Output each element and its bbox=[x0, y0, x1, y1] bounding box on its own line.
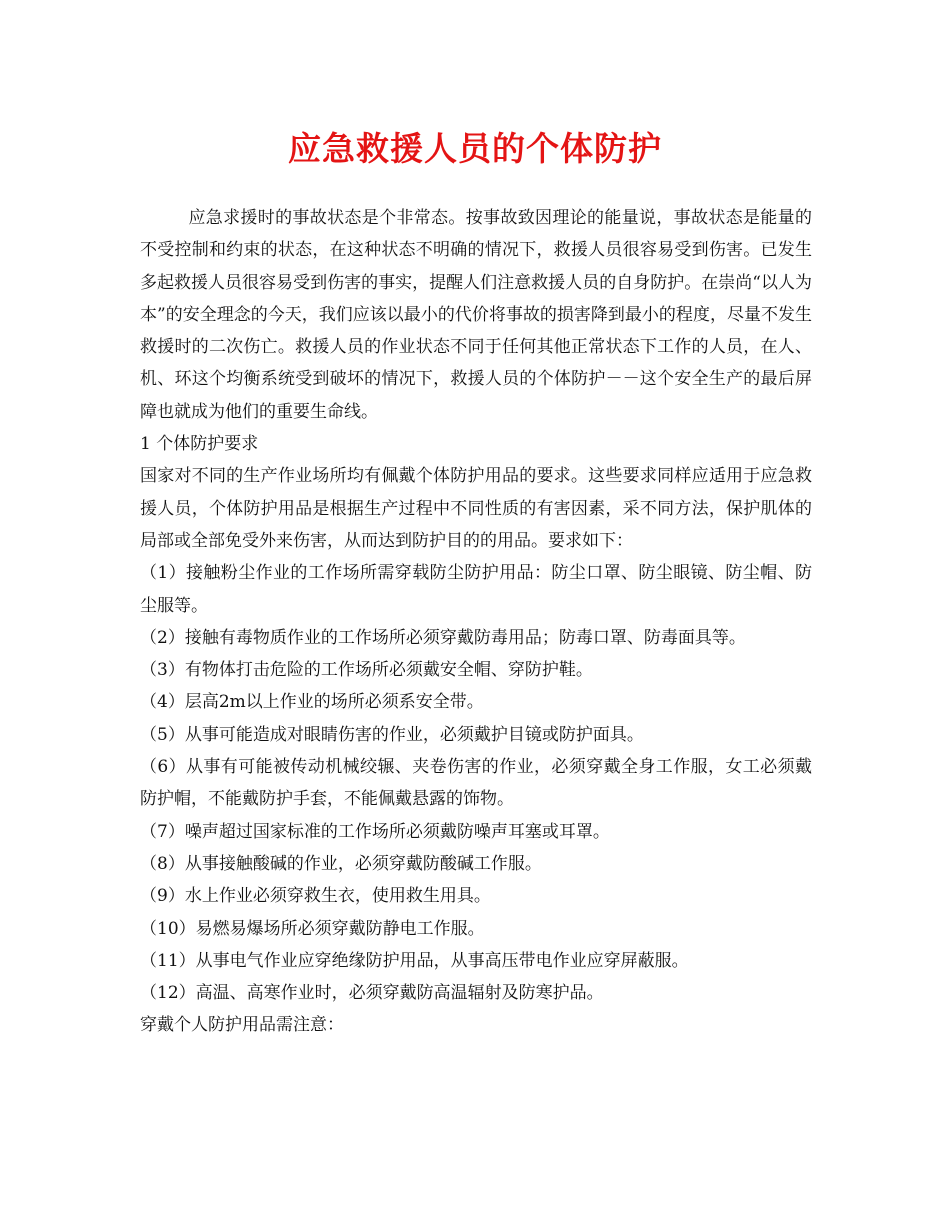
requirement-item: （2）接触有毒物质作业的工作场所必须穿戴防毒用品；防毒口罩、防毒面具等。 bbox=[140, 627, 746, 648]
requirement-item: （6）从事有可能被传动机械绞辗、夹卷伤害的作业，必须穿戴全身工作服，女工必须戴防护帽，不能戴防护手套，不能佩戴悬露的饰物。 bbox=[140, 757, 812, 810]
section-intro-paragraph: 国家对不同的生产作业场所均有佩戴个体防护用品的要求。这些要求同样应适用于应急救援人员，个体防护用品是根据生产过程中不同性质的有害因素，采不同方法，保护肌体的局部或全部免受外来伤害，从而达到防护目的的用品。要求如下： bbox=[140, 466, 812, 551]
closing-line: 穿戴个人防护用品需注意： bbox=[140, 1015, 344, 1036]
requirement-item: （11）从事电气作业应穿绝缘防护用品，从事高压带电作业应穿屏蔽服。 bbox=[140, 950, 689, 971]
requirement-item: （8）从事接触酸碱的作业，必须穿戴防酸碱工作服。 bbox=[140, 853, 542, 874]
requirement-item: （4）层高2m以上作业的场所必须系安全带。 bbox=[140, 692, 484, 713]
requirement-item: （9）水上作业必须穿救生衣，使用救生用具。 bbox=[140, 886, 491, 907]
requirement-item: （10）易燃易爆场所必须穿戴防静电工作服。 bbox=[140, 918, 485, 939]
requirement-item: （1）接触粉尘作业的工作场所需穿载防尘防护用品：防尘口罩、防尘眼镜、防尘帽、防尘服等。 bbox=[140, 563, 812, 616]
requirement-item: （5）从事可能造成对眼睛伤害的作业，必须戴护目镜或防护面具。 bbox=[140, 724, 644, 745]
requirement-item: （12）高温、高寒作业时，必须穿戴防高温辐射及防寒护品。 bbox=[140, 983, 604, 1004]
section-heading: 1 个体防护要求 bbox=[140, 434, 259, 455]
requirement-item: （3）有物体打击危险的工作场所必须戴安全帽、穿防护鞋。 bbox=[140, 660, 593, 681]
document-body bbox=[140, 202, 812, 1042]
document-title: 应急救援人员的个体防护 bbox=[288, 129, 662, 168]
intro-paragraph: 应急求援时的事故状态是个非常态。按事故致因理论的能量说，事故状态是能量的不受控制和约束的状态，在这种状态不明确的情况下，救援人员很容易受到伤害。已发生多起救援人员很容易受到伤害的事实，提醒人们注意救援人员的自身防护。在崇尚“以人为本”的安全理念的今天，我们应该以最小的代价将事故的损害降到最小的程度，尽量不发生救援时的二次伤亡。救援人员的作业状态不同于任何其他正常状态下工作的人员，在人、机、环这个均衡系统受到破坏的情况下，救援人员的个体防护－－这个安全生产的最后屏障也就成为他们的重要生命线。 bbox=[140, 208, 812, 422]
requirement-item: （7）噪声超过国家标准的工作场所必须戴防噪声耳塞或耳罩。 bbox=[140, 821, 610, 842]
